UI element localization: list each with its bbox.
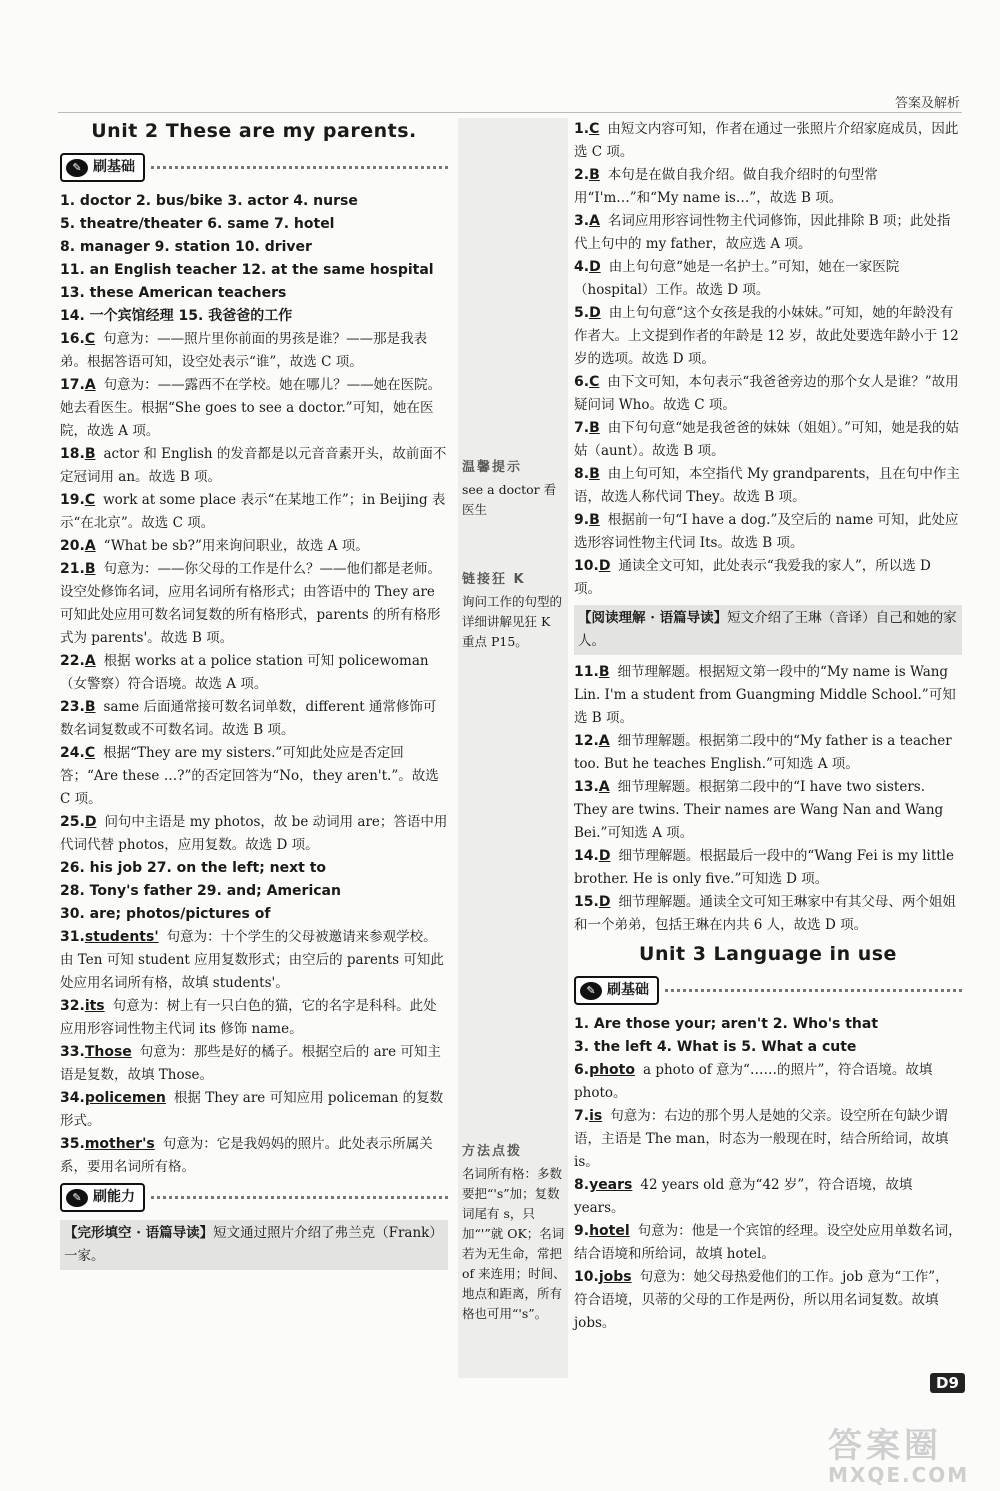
explanation-item [574,164,962,210]
item-explanation: 句意为：她父母热爱他们的工作。job 意为“工作”，符合语境，贝蒂的父母的工作是两份，所以用名词复数。故填 jobs。 [574,1269,949,1331]
section-badge [574,976,659,1005]
item-answer: A [589,213,600,229]
explanation-list-right [574,118,962,601]
section-header-3 [574,976,962,1005]
item-answer: B [589,512,600,528]
item-answer: is [589,1108,603,1124]
item-explanation: 由上句可知，本空指代 My grandparents，且在句中作主语，故选人称代词 They。故选 B 项。 [574,466,960,505]
item-answer: C [84,331,96,347]
section-badge [60,1183,145,1212]
answer-line: 26. his job 27. on the left; next to [60,860,327,876]
item-answer: D [598,558,611,574]
item-explanation: 细节理解题。根据最后一段中的“Wang Fei is my little brother. He is only five.”可知选 D 项。 [574,848,954,887]
watermark-text: 答案圈 [828,1426,942,1466]
item-number: 22. [60,653,85,669]
badge-label: 刷基础 [607,982,649,998]
item-number: 9. [574,1223,590,1239]
item-number: 24. [60,745,85,761]
side-tip-text: see a doctor 看医生 [462,482,557,517]
item-explanation: 句意为：他是一个宾馆的经理。设空处应用单数名词，结合语境和所给词，故填 hotel。 [574,1223,962,1262]
item-explanation: 细节理解题。根据第二段中的“I have two sisters. They are twins. Their names are Wang Nan and Wang Bei.”可知选 A 项。 [574,779,944,841]
item-explanation: 由上句句意“这个女孩是我的小妹妹。”可知，她的年龄没有作者大。上文提到作者的年龄是 12 岁，故此处要选年龄小于 12 岁的选项。故选 D 项。 [574,305,959,367]
guide-text: 短文介绍了王琳（音译）自己和她的家人。 [578,610,957,649]
item-number: 16. [60,331,85,347]
item-number: 18. [60,446,85,462]
explanation-item [60,489,448,535]
item-answer: policemen [84,1090,166,1106]
explanation-item [60,742,448,811]
item-number: 19. [60,492,85,508]
section-header-2 [60,1183,448,1212]
item-answer: C [589,121,600,137]
item-explanation: 句意为：那些是好的橘子。根据空后的 are 可知主语是复数，故填 Those。 [60,1044,441,1083]
answer-line: 1. doctor 2. bus/bike 3. actor 4. nurse [60,193,358,209]
item-answer: its [84,998,105,1014]
dotted-divider [151,166,448,169]
item-explanation: a photo of 意为“……的照片”，符合语境。故填 photo。 [574,1062,933,1101]
badge-label: 刷能力 [93,1189,135,1205]
answer-line: 11. an English teacher 12. at the same hospital [60,262,434,278]
item-answer: hotel [589,1223,630,1239]
item-answer: mother's [84,1136,155,1152]
passage-guide-right [574,605,962,655]
item-explanation: 根据 They are 可知应用 policeman 的复数形式。 [60,1090,444,1129]
watermark-logo [828,1418,969,1487]
item-answer: B [589,420,600,436]
item-answer: A [84,538,96,554]
explanation-list-3 [574,1059,962,1335]
side-tip-text: 名词所有格：多数要把“'s”加；复数词尾有 s，只加“'”就 OK；名词若为无生命，常把 of 来连用；时间、地点和距离，所有格也可用“'s”。 [462,1166,566,1321]
item-answer: A [598,733,610,749]
item-explanation: “What be sb?”用来询问职业，故选 A 项。 [103,538,369,554]
item-answer: A [84,653,96,669]
item-number: 14. [574,848,599,864]
unit-title: Unit 2 These are my parents. [91,120,417,142]
item-number: 8. [574,1177,590,1193]
item-answer: B [589,466,600,482]
answer-lines-3 [574,1013,962,1059]
explanation-item [60,926,448,995]
explanation-item [60,1041,448,1087]
item-explanation: 句意为：它是我妈妈的照片。此处表示所属关系，要用名词所有格。 [60,1136,433,1175]
explanation-item [60,328,448,374]
item-number: 15. [574,894,599,910]
item-answer: D [589,259,601,275]
item-number: 1. [574,121,590,137]
answer-line: 8. manager 9. station 10. driver [60,239,312,255]
item-answer: C [589,374,600,390]
item-number: 4. [574,259,590,275]
item-answer: Those [84,1044,132,1060]
pen-icon: ✎ [580,982,602,1000]
explanation-item [60,995,448,1041]
answer-line: 1. Are those your; aren't 2. Who's that [574,1016,879,1032]
pen-icon: ✎ [66,1189,88,1207]
item-answer: B [84,561,96,577]
item-explanation: 句意为：——照片里你前面的男孩是谁？——那是我表弟。根据答语可知，设空处表示“谁”，故选 C 项。 [60,331,428,370]
item-number: 12. [574,733,599,749]
item-explanation: 细节理解题。通读全文可知王琳家中有其父母、两个姐姐和一个弟弟，包括王琳在内共 6 人，故选 D 项。 [574,894,956,933]
explanation-item [574,417,962,463]
explanation-list-2 [60,926,448,1179]
item-answer: A [84,377,96,393]
explanation-item [574,1059,962,1105]
explanation-item [574,463,962,509]
item-number: 7. [574,1108,590,1124]
item-answer: years [589,1177,633,1193]
item-explanation: 由下文可知，本句表示“我爸爸旁边的那个女人是谁？”故用疑问词 Who。故选 C 项。 [574,374,959,413]
item-number: 20. [60,538,85,554]
item-explanation: 句意为：右边的那个男人是她的父亲。设空所在句缺少谓语，主语是 The man，时态为一般现在时，结合所给词，故填 is。 [574,1108,949,1170]
explanation-item [574,891,962,937]
right-column [574,118,962,1335]
side-tip-head: 温馨提示 [462,460,523,475]
item-number: 5. [574,305,590,321]
item-explanation: 42 years old 意为“42 岁”，符合语境，故填 years。 [574,1177,913,1216]
explanation-item [60,374,448,443]
item-explanation: 本句是在做自我介绍。做自我介绍时的句型常用“I'm…”和“My name is…”，故选 B 项。 [574,167,878,206]
explanation-item [60,535,448,558]
item-answer: D [598,894,611,910]
item-number: 34. [60,1090,85,1106]
item-number: 13. [574,779,599,795]
explanation-item [60,650,448,696]
explanation-item [574,256,962,302]
item-number: 21. [60,561,85,577]
item-number: 17. [60,377,85,393]
item-explanation: work at some place 表示“在某地工作”；in Beijing 表示“在北京”。故选 C 项。 [60,492,446,531]
item-answer: B [598,664,610,680]
left-column [60,118,448,1276]
explanation-item [574,776,962,845]
answer-lines [60,190,448,328]
explanation-item [574,118,962,164]
explanation-item [60,558,448,650]
item-explanation: 细节理解题。根据第二段中的“My father is a teacher too. But he teaches English.”可知选 A 项。 [574,733,952,772]
header-label: 答案及解析 [894,96,960,111]
explanation-item [60,811,448,857]
explanation-item [574,302,962,371]
explanation-item [60,1133,448,1179]
explanation-item [574,730,962,776]
explanation-item [574,1220,962,1266]
answer-line: 28. Tony's father 29. and; American [60,883,341,899]
item-number: 10. [574,558,599,574]
item-answer: C [84,745,96,761]
item-explanation: 句意为：树上有一只白色的猫，它的名字是科科。此处应用形容词性物主代词 its 修饰 name。 [60,998,437,1037]
item-answer: D [598,848,611,864]
item-answer: D [589,305,601,321]
guide-label: 【完形填空 · 语篇导读】 [64,1225,214,1241]
item-answer: A [598,779,610,795]
explanation-item [574,210,962,256]
explanation-item [574,845,962,891]
watermark-url: MXQE.COM [828,1463,970,1487]
side-tip-head: 链接狂 K [462,572,526,587]
item-explanation: 根据前一句“I have a dog.”及空后的 name 可知，此处应选形容词性物主代词 Its。故选 B 项。 [574,512,959,551]
item-answer: B [84,699,96,715]
dotted-divider [665,989,962,992]
section-header [60,153,448,182]
pen-icon: ✎ [66,159,88,177]
explanation-item [574,371,962,417]
explanation-item [574,1266,962,1335]
explanation-item [574,509,962,555]
explanation-item [60,1087,448,1133]
side-tip-text: 询问工作的句型的详细讲解见狂 K 重点 P15。 [462,594,563,649]
item-number: 2. [574,167,590,183]
item-number: 8. [574,466,590,482]
item-explanation: 由下句句意“她是我爸爸的妹妹（姐姐）。”可知，她是我的姑姑（aunt）。故选 B 项。 [574,420,960,459]
badge-label: 刷基础 [93,159,135,175]
item-number: 3. [574,213,590,229]
guide-text: 短文通过照片介绍了弗兰克（Frank）一家。 [64,1225,443,1264]
item-number: 33. [60,1044,85,1060]
item-explanation: actor 和 English 的发音都是以元音音素开头，故前面不定冠词用 an。故选 B 项。 [60,446,447,485]
section-badge [60,153,145,182]
explanation-item [574,1105,962,1174]
item-number: 25. [60,814,85,830]
answer-lines-2 [60,857,448,926]
item-number: 35. [60,1136,85,1152]
side-notes [458,118,568,1378]
item-answer: photo [589,1062,635,1078]
page-number: D9 [930,1373,965,1393]
answer-line: 5. theatre/theater 6. same 7. hotel [60,216,335,232]
explanation-item [60,696,448,742]
item-explanation: 根据 works at a police station 可知 policewoman（女警察）符合语境。故选 A 项。 [60,653,429,692]
explanation-list [60,328,448,857]
item-number: 7. [574,420,590,436]
header-rule [58,112,962,113]
item-answer: B [589,167,600,183]
reading-explanations [574,661,962,937]
answer-line: 30. are; photos/pictures of [60,906,271,922]
item-answer: jobs [598,1269,632,1285]
dotted-divider [151,1196,448,1199]
item-explanation: 名词应用形容词性物主代词修饰，因此排除 B 项；此处指代上句中的 my father，故应选 A 项。 [574,213,951,252]
item-number: 10. [574,1269,599,1285]
item-number: 31. [60,929,85,945]
explanation-item [574,1174,962,1220]
item-explanation: 句意为：——露西不在学校。她在哪儿？——她在医院。她去看医生。根据“She goes to see a doctor.”可知，她在医院，故选 A 项。 [60,377,442,439]
answer-line: 3. the left 4. What is 5. What a cute [574,1039,857,1055]
item-number: 11. [574,664,599,680]
item-number: 32. [60,998,85,1014]
item-explanation: same 后面通常接可数名词单数，different 通常修饰可数名词复数或不可数名词。故选 B 项。 [60,699,437,738]
answer-line: 13. these American teachers [60,285,287,301]
item-explanation: 由短文内容可知，作者在通过一张照片介绍家庭成员，因此选 C 项。 [574,121,959,160]
item-answer: students' [84,929,159,945]
item-number: 6. [574,1062,590,1078]
answer-line: 14. 一个宾馆经理 15. 我爸爸的工作 [60,308,293,324]
item-explanation: 通读全文可知，此处表示“我爱我的家人”，所以选 D 项。 [574,558,931,597]
item-explanation: 句意为：——你父母的工作是什么？——他们都是老师。设空处修饰名词，应用名词所有格形式；由答语中的 They are 可知此处应用可数名词复数的所有格形式，parents 的所有格形式为 parents'。故选 B 项。 [60,561,441,646]
side-tip-3 [462,1142,566,1324]
unit-title-3: Unit 3 Language in use [639,943,897,965]
explanation-item [60,443,448,489]
side-tip-head: 方法点拨 [462,1144,523,1159]
item-number: 9. [574,512,590,528]
item-explanation: 根据“They are my sisters.”可知此处应是否定回答；“Are these …?”的否定回答为“No，they aren't.”。故选 C 项。 [60,745,439,807]
explanation-item [574,661,962,730]
side-tip-2 [462,570,566,652]
item-number: 23. [60,699,85,715]
side-tip-1 [462,458,566,520]
item-answer: C [84,492,96,508]
item-explanation: 句意为：十个学生的父母被邀请来参观学校。由 Ten 可知 student 应用复数形式；由空后的 parents 可知此处应用名词所有格，故填 students'。 [60,929,444,991]
explanation-item [574,555,962,601]
item-explanation: 问句中主语是 my photos，故 be 动词用 are；答语中用代词代替 photos，应用复数。故选 D 项。 [60,814,448,853]
item-number: 6. [574,374,590,390]
item-explanation: 由上句句意“她是一名护士。”可知，她在一家医院（hospital）工作。故选 D 项。 [574,259,900,298]
passage-guide [60,1220,448,1270]
item-explanation: 细节理解题。根据短文第一段中的“My name is Wang Lin. I'm a student from Guangming Middle School.”可知选 B 项。 [574,664,956,726]
guide-label: 【阅读理解 · 语篇导读】 [578,610,728,626]
item-answer: B [84,446,96,462]
item-answer: D [84,814,97,830]
